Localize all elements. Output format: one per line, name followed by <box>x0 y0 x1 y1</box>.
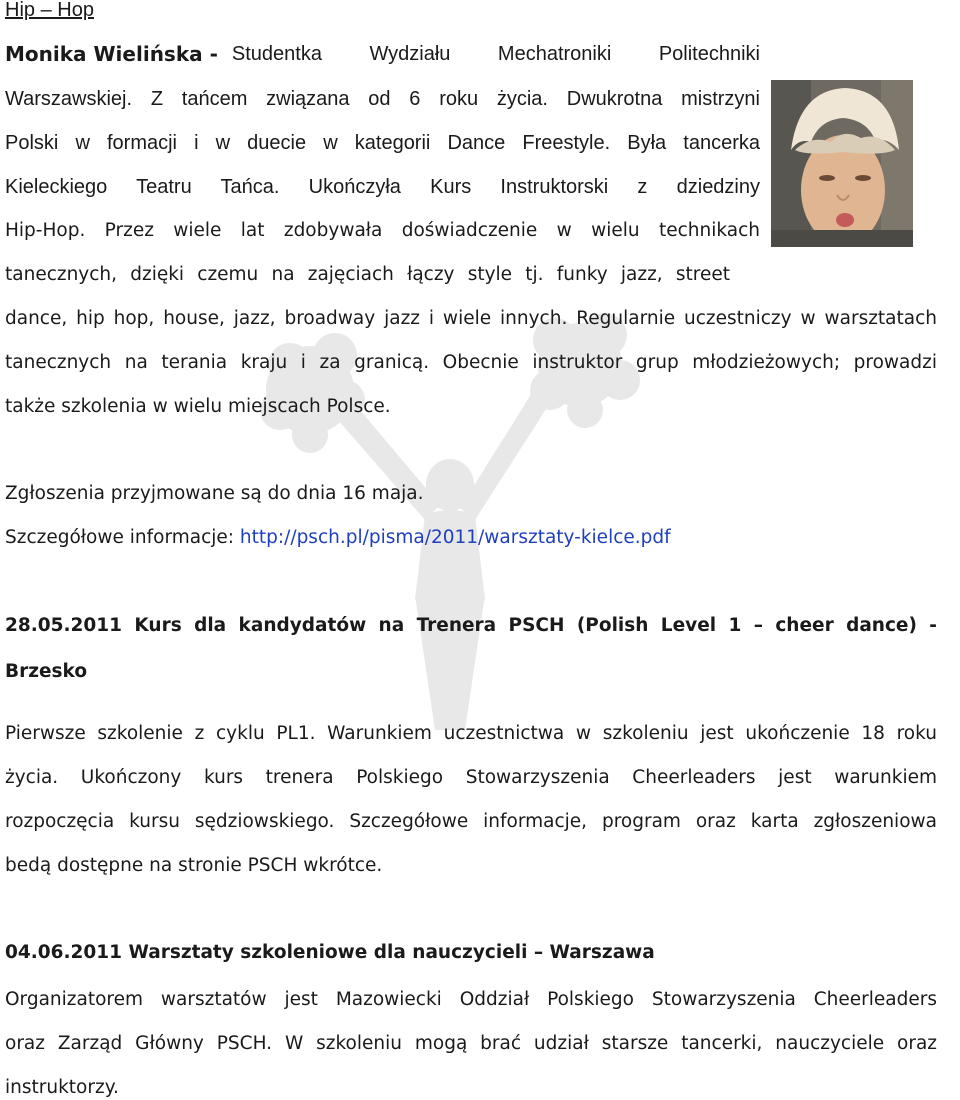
bio-line: także szkolenia w wielu miejscach Polsce. <box>5 396 391 417</box>
bio-line: Polski w formacji i w duecie w kategorii Dance Freestyle. Była tancerka <box>5 132 760 154</box>
bio-line-first <box>5 42 760 66</box>
instructor-portrait-icon <box>771 80 913 247</box>
bio-line: Kieleckiego Teatru Tańca. Ukończyła Kurs Instruktorski z dziedziny <box>5 176 760 198</box>
workshop-body-line: oraz Zarząd Główny PSCH. W szkoleniu mogą brać udział starsze tancerki, nauczyciele oraz <box>5 1033 937 1054</box>
section-title-hip-hop: Hip – Hop <box>5 0 94 21</box>
workshop-body-line: instruktorzy. <box>5 1077 119 1098</box>
bio-line: Studentka Wydziału Mechatroniki Politechniki <box>231 43 760 65</box>
bio-line: Warszawskiej. Z tańcem związana od 6 roku życia. Dwukrotna mistrzyni <box>5 88 760 110</box>
course-heading-location: Brzesko <box>5 661 88 682</box>
info-line <box>5 526 937 550</box>
course-body-line: bedą dostępne na stronie PSCH wkrótce. <box>5 855 383 876</box>
workshop-body-line: Organizatorem warsztatów jest Mazowiecki Oddział Polskiego Stowarzyszenia Cheerleaders <box>5 989 937 1010</box>
info-link[interactable]: http://psch.pl/pisma/2011/warsztaty-kielce.pdf <box>239 527 671 548</box>
instructor-name: Monika Wielińska - <box>5 42 218 66</box>
bio-line: dance, hip hop, house, jazz, broadway jazz i wiele innych. Regularnie uczestniczy w warsztatach <box>5 308 937 329</box>
course-body-line: Pierwsze szkolenie z cyklu PL1. Warunkiem uczestnictwa w szkoleniu jest ukończenie 18 roku <box>5 723 937 744</box>
info-label: Szczegółowe informacje: <box>5 527 240 548</box>
bio-line: tanecznych na terania kraju i za granicą. Obecnie instruktor grup młodzieżowych; prowadzi <box>5 352 937 373</box>
instructor-photo <box>771 80 913 247</box>
workshop-heading: 04.06.2011 Warsztaty szkoleniowe dla nauczycieli – Warszawa <box>5 942 655 963</box>
course-heading: 28.05.2011 Kurs dla kandydatów na Trenera PSCH (Polish Level 1 – cheer dance) - <box>5 615 937 636</box>
deadline-text: Zgłoszenia przyjmowane są do dnia 16 maja. <box>5 483 424 504</box>
bio-line: tanecznych, dzięki czemu na zajęciach łączy style tj. funky jazz, street <box>5 264 730 285</box>
course-body-line: rozpoczęcia kursu sędziowskiego. Szczegółowe informacje, program oraz karta zgłoszeniowa <box>5 811 937 832</box>
course-body-line: życia. Ukończony kurs trenera Polskiego Stowarzyszenia Cheerleaders jest warunkiem <box>5 767 937 788</box>
bio-line: Hip-Hop. Przez wiele lat zdobywała doświadczenie w wielu technikach <box>5 220 760 241</box>
